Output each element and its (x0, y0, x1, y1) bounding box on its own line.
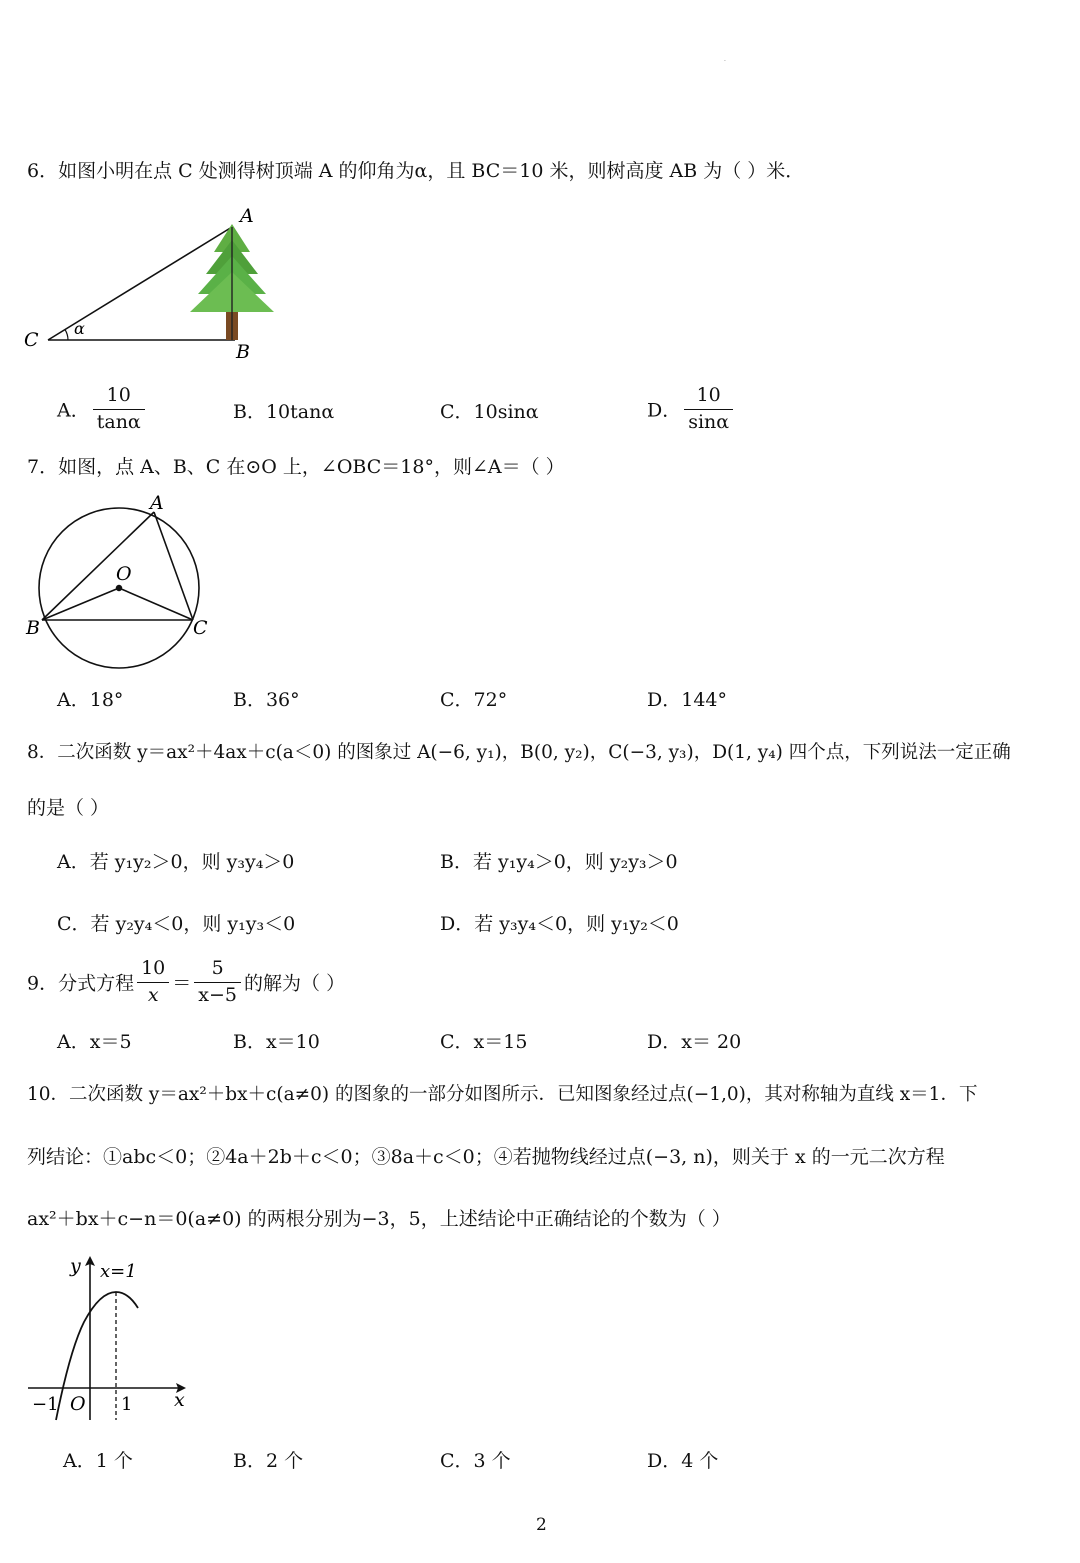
q10-stem-line1: 10．二次函数 y＝ax²＋bx＋c(a≠0) 的图象的一部分如图所示．已知图象经过点(−1,0)，其对称轴为直线 x＝1．下 (27, 1084, 978, 1105)
q8-option-a[interactable]: A．若 y₁y₂＞0，则 y₃y₄＞0 (57, 851, 295, 873)
q10-option-a[interactable]: A．1 个 (63, 1450, 133, 1472)
q10-option-c[interactable]: C．3 个 (440, 1450, 511, 1472)
stray-mark: · (724, 58, 726, 65)
q10-label-minus1: −1 (32, 1394, 59, 1415)
q9-option-a[interactable]: A．x＝5 (57, 1031, 132, 1053)
q7-center-dot (116, 585, 122, 591)
page-number: 2 (536, 1515, 547, 1535)
q7-option-c[interactable]: C．72° (440, 689, 508, 711)
q6-figure (20, 200, 290, 368)
q9-option-b[interactable]: B．x＝10 (233, 1031, 320, 1053)
q9-stem: 9．分式方程 $\frac{10}{x}$ ＝ $\frac{5}{x-5}$ 的解为（ ） (27, 957, 346, 1006)
q10-label-y: y (70, 1255, 81, 1277)
q8-option-b[interactable]: B．若 y₁y₄＞0，则 y₂y₃＞0 (440, 851, 678, 873)
q7-option-a[interactable]: A．18° (57, 689, 124, 711)
q9-option-c[interactable]: C．x＝15 (440, 1031, 528, 1053)
q6-angle-arc (65, 330, 68, 340)
q10-label-x: x (174, 1389, 185, 1411)
q7-label-C: C (193, 617, 208, 639)
q7-stem: 7．如图，点 A、B、C 在⊙O 上，∠OBC＝18°，则∠A＝（ ） (27, 456, 565, 478)
q6-option-d[interactable]: D． $\frac{10}{\sin\alpha}$ (647, 383, 736, 435)
q9-option-d[interactable]: D．x＝ 20 (647, 1031, 742, 1053)
q8-option-c[interactable]: C．若 y₂y₄＜0，则 y₁y₃＜0 (57, 913, 296, 935)
q10-label-O: O (70, 1393, 86, 1415)
q7-label-O: O (116, 563, 132, 585)
q7-label-A: A (150, 492, 164, 514)
q10-label-one: 1 (121, 1394, 133, 1415)
q8-stem-line1: 8．二次函数 y＝ax²＋4ax＋c(a＜0) 的图象过 A(−6, y₁)，B(0, y₂)，C(−3, y₃)，D(1, y₄) 四个点，下列说法一定正确 (27, 742, 1011, 763)
q7-option-b[interactable]: B．36° (233, 689, 300, 711)
q6-label-alpha: α (74, 319, 85, 338)
q7-figure (20, 488, 220, 673)
q10-figure (20, 1250, 200, 1430)
q8-stem-line2: 的是（ ） (27, 797, 110, 819)
q10-stem-line3: ax²＋bx＋c−n＝0(a≠0) 的两根分别为−3，5，上述结论中正确结论的个数为（ ） (27, 1208, 731, 1230)
tree-icon (190, 224, 274, 340)
q10-option-b[interactable]: B．2 个 (233, 1450, 304, 1472)
q6-label-C: C (24, 329, 39, 351)
q6-option-a[interactable]: A． $\frac{10}{\tan\alpha}$ (57, 383, 148, 435)
q6-option-b[interactable]: B．10tanα (233, 401, 335, 423)
q6-option-c[interactable]: C．10sinα (440, 401, 539, 423)
q10-option-d[interactable]: D．4 个 (647, 1450, 719, 1472)
q7-label-B: B (26, 617, 40, 639)
q6-label-A: A (240, 205, 254, 227)
q6-stem: 6．如图小明在点 C 处测得树顶端 A 的仰角为α，且 BC＝10 米，则树高度 AB 为（ ）米． (27, 160, 805, 182)
q6-label-B: B (236, 341, 250, 363)
q8-option-d[interactable]: D．若 y₃y₄＜0，则 y₁y₂＜0 (440, 913, 679, 935)
q10-label-axis: x=1 (100, 1261, 137, 1282)
q10-stem-line2: 列结论：①abc＜0；②4a＋2b＋c＜0；③8a＋c＜0；④若抛物线经过点(−3, n)，则关于 x 的一元二次方程 (27, 1146, 945, 1168)
q7-option-d[interactable]: D．144° (647, 689, 727, 711)
